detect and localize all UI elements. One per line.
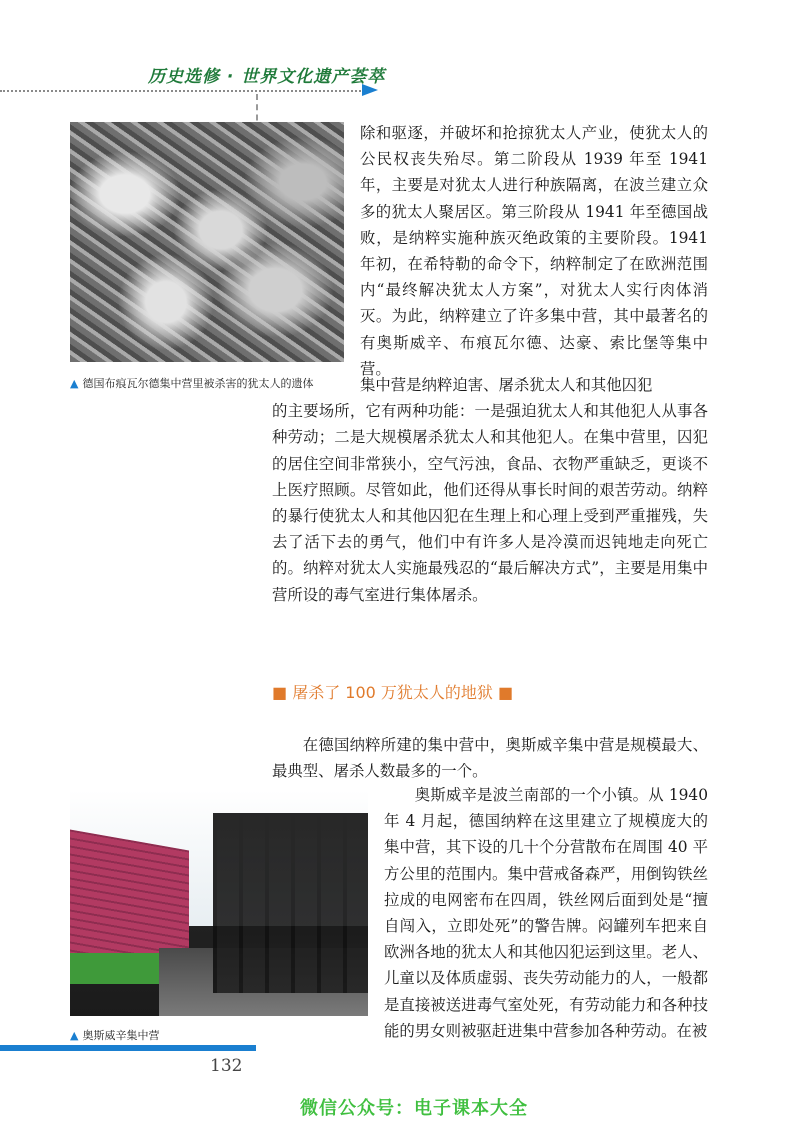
footer-blue-bar	[0, 1045, 256, 1051]
body-paragraph-3: 在德国纳粹所建的集中营中，奥斯威辛集中营是规模最大、最典型、屠杀人数最多的一个。	[272, 736, 708, 781]
figure-caption-2	[70, 1027, 159, 1043]
body-paragraph-2-rest: 的主要场所，它有两种功能：一是强迫犹太人和其他犯人从事各种劳动；二是大规模屠杀犹太人和其他犯人。在集中营里，囚犯的居住空间非常狭小，空气污浊，食品、衣物严重缺乏，更谈不上医疗照顾。尽管如此，他们还得从事长时间的艰苦劳动。纳粹的暴行使犹太人和其他囚犯在生理上和心理上受到严重摧残，失去了活下去的勇气，他们中有许多人是冷漠而迟钝地走向死亡的。纳粹对犹太人实施最残忍的“最后解决方式”，主要是用集中营所设的毒气室进行集体屠杀。	[272, 402, 708, 604]
body-paragraph-2-first-line: 集中营是纳粹迫害、屠杀犹太人和其他囚犯	[360, 376, 653, 394]
figure-caption-2-text: 奥斯威辛集中营	[82, 1029, 160, 1042]
header-arrow-icon	[362, 84, 378, 96]
section-heading: ■ 屠杀了 100 万犹太人的地狱 ■	[272, 683, 514, 702]
caption-triangle-icon: ▲	[70, 377, 79, 390]
body-paragraph-4: 奥斯威辛是波兰南部的一个小镇。从 1940 年 4 月起，德国纳粹在这里建立了规模庞大的集中营，其下设的几十个分营散布在周围 40 平方公里的范围内。集中营戒备森严，用倒钩铁丝拉成的电网密布在四周，铁丝网后面到处是“擅自闯入，立即处死”的警告牌。闷罐列车把来自欧洲各地的犹太人和其他囚犯运到这里。老人、儿童以及体质虚弱、丧失劳动能力的人，一般都是直接被送进毒气室处死，有劳动能力和各种技能的男女则被驱赶进集中营参加各种劳动。在被	[384, 786, 708, 1040]
header-dotted-rule	[0, 90, 372, 92]
photo-buchenwald-victims	[70, 122, 344, 362]
page-number: 132	[210, 1056, 243, 1076]
header-title: 历史选修 · 世界文化遗产荟萃	[148, 67, 386, 87]
photo-auschwitz-camp	[70, 790, 368, 1016]
body-paragraph-1: 除和驱逐，并破坏和抢掠犹太人产业，使犹太人的公民权丧失殆尽。第二阶段从 1939 年至 1941 年，主要是对犹太人进行种族隔离，在波兰建立众多的犹太人聚居区。第三阶段从 1941 年至德国战败，是纳粹实施种族灭绝政策的主要阶段。1941 年初，在希特勒的命令下，纳粹制定了在欧洲范围内“最终解决犹太人方案”，对犹太人实行肉体消灭。为此，纳粹建立了许多集中营，其中最著名的有奥斯威辛、布痕瓦尔德、达豪、索比堡等集中营。	[360, 124, 708, 378]
body-paragraph-2	[272, 372, 708, 608]
caption-triangle-icon: ▲	[70, 1029, 79, 1042]
watermark-text: 微信公众号：电子课本大全	[300, 1098, 528, 1119]
figure-caption-1-text: 德国布痕瓦尔德集中营里被杀害的犹太人的遗体	[82, 377, 314, 390]
